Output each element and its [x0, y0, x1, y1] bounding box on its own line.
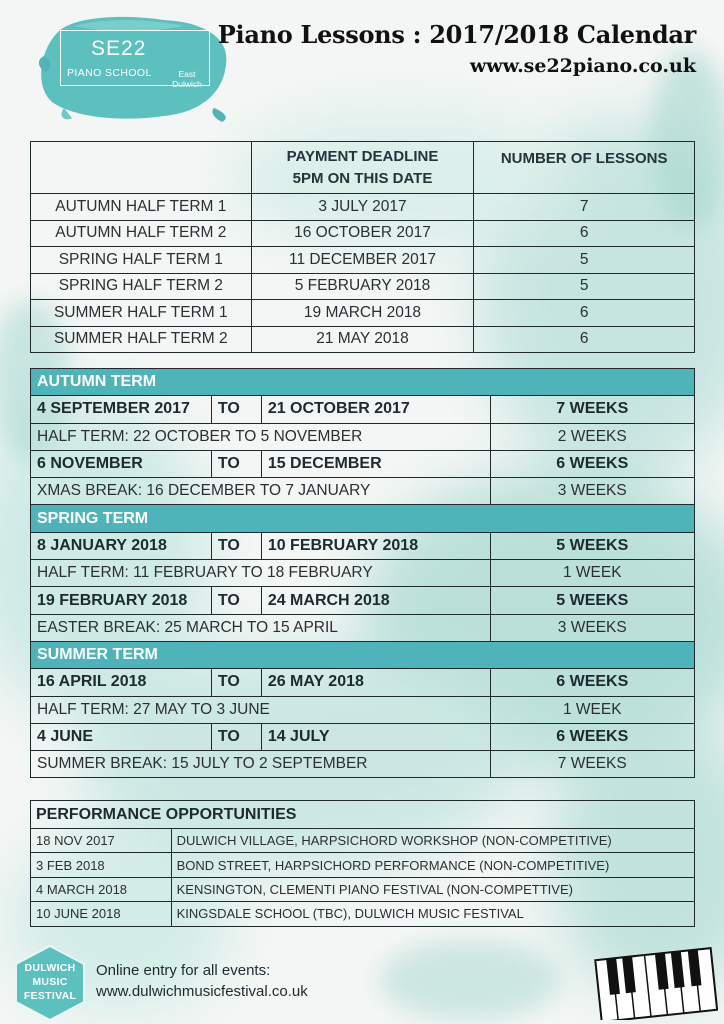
event-date: 18 NOV 2017 — [31, 829, 172, 853]
half-term-name: AUTUMN HALF TERM 2 — [31, 220, 252, 247]
break-weeks: 7 WEEKS — [490, 751, 694, 778]
festival-logo-line: MUSIC — [32, 976, 68, 988]
term-period-row — [31, 723, 695, 750]
period-end: 26 MAY 2018 — [261, 669, 490, 696]
period-end: 15 DECEMBER — [261, 450, 490, 477]
table-row — [31, 273, 695, 300]
event-date: 3 FEB 2018 — [31, 853, 172, 877]
table-row — [31, 194, 695, 221]
header-number-of-lessons: NUMBER OF LESSONS — [474, 142, 695, 194]
break-text: XMAS BREAK: 16 DECEMBER TO 7 JANUARY — [31, 478, 491, 505]
period-start: 19 FEBRUARY 2018 — [31, 587, 212, 614]
event-date: 4 MARCH 2018 — [31, 877, 172, 901]
logo-main-text: SE22 — [91, 37, 147, 60]
table-row — [31, 326, 695, 353]
half-term-name: SUMMER HALF TERM 2 — [31, 326, 252, 353]
lesson-count: 6 — [474, 300, 695, 327]
term-name: SPRING TERM — [31, 505, 695, 532]
period-weeks: 6 WEEKS — [490, 450, 694, 477]
payment-deadline: 21 MAY 2018 — [251, 326, 474, 353]
performance-header — [31, 801, 695, 829]
lesson-count: 6 — [474, 220, 695, 247]
table-row — [31, 829, 695, 853]
period-start: 4 JUNE — [31, 723, 212, 750]
payment-deadline: 16 OCTOBER 2017 — [251, 220, 474, 247]
header-cell-empty — [31, 142, 252, 194]
period-end: 21 OCTOBER 2017 — [261, 396, 490, 423]
logo-area-text: East Dulwich — [172, 69, 202, 89]
term-header-spring — [31, 505, 695, 532]
website-url[interactable]: www.se22piano.co.uk — [469, 55, 696, 77]
festival-website-link[interactable]: www.dulwichmusicfestival.co.uk — [96, 983, 308, 1000]
period-weeks: 5 WEEKS — [490, 587, 694, 614]
break-text: SUMMER BREAK: 15 JULY TO 2 SEPTEMBER — [31, 751, 491, 778]
half-term-name: SPRING HALF TERM 2 — [31, 273, 252, 300]
payment-deadline: 5 FEBRUARY 2018 — [251, 273, 474, 300]
period-weeks: 5 WEEKS — [490, 532, 694, 559]
payment-deadline: 19 MARCH 2018 — [251, 300, 474, 327]
online-entry-note — [96, 960, 308, 1002]
table-row — [31, 300, 695, 327]
period-start: 16 APRIL 2018 — [31, 669, 212, 696]
logo-sub-text: PIANO SCHOOL — [67, 67, 152, 79]
logo-text-box — [60, 30, 210, 89]
break-weeks: 3 WEEKS — [490, 614, 694, 641]
table-row — [31, 853, 695, 877]
half-term-name: AUTUMN HALF TERM 1 — [31, 194, 252, 221]
lesson-count: 5 — [474, 247, 695, 274]
term-period-row — [31, 532, 695, 559]
table-row — [31, 877, 695, 901]
table-row — [31, 902, 695, 926]
event-description: KINGSDALE SCHOOL (TBC), DULWICH MUSIC FESTIVAL — [171, 902, 694, 926]
period-to: TO — [211, 669, 261, 696]
festival-logo-line: DULWICH — [24, 962, 76, 974]
break-text: HALF TERM: 27 MAY TO 3 JUNE — [31, 696, 491, 723]
festival-logo-line: FESTIVAL — [23, 990, 77, 1002]
term-period-row — [31, 450, 695, 477]
break-weeks: 1 WEEK — [490, 696, 694, 723]
period-weeks: 7 WEEKS — [490, 396, 694, 423]
term-header-autumn — [31, 369, 695, 396]
period-start: 6 NOVEMBER — [31, 450, 212, 477]
period-to: TO — [211, 450, 261, 477]
term-break-row — [31, 423, 695, 450]
term-period-row — [31, 669, 695, 696]
performance-title: PERFORMANCE OPPORTUNITIES — [31, 801, 695, 829]
break-weeks: 2 WEEKS — [490, 423, 694, 450]
header-payment-deadline: PAYMENT DEADLINE 5PM ON THIS DATE — [251, 142, 474, 194]
online-entry-text: Online entry for all events: — [96, 962, 271, 979]
lesson-count: 5 — [474, 273, 695, 300]
term-break-row — [31, 560, 695, 587]
period-weeks: 6 WEEKS — [490, 723, 694, 750]
term-break-row — [31, 614, 695, 641]
period-start: 4 SEPTEMBER 2017 — [31, 396, 212, 423]
event-description: KENSINGTON, CLEMENTI PIANO FESTIVAL (NON-COMPETTIVE) — [171, 877, 694, 901]
half-term-name: SUMMER HALF TERM 1 — [31, 300, 252, 327]
period-to: TO — [211, 587, 261, 614]
term-period-row — [31, 587, 695, 614]
term-period-row — [31, 396, 695, 423]
break-text: HALF TERM: 11 FEBRUARY TO 18 FEBRUARY — [31, 560, 491, 587]
term-name: AUTUMN TERM — [31, 369, 695, 396]
period-end: 24 MARCH 2018 — [261, 587, 490, 614]
piano-keys-icon — [594, 946, 718, 1020]
dulwich-music-festival-logo — [14, 944, 86, 1022]
break-text: EASTER BREAK: 25 MARCH TO 15 APRIL — [31, 614, 491, 641]
period-to: TO — [211, 532, 261, 559]
payment-table-header — [31, 142, 695, 194]
event-date: 10 JUNE 2018 — [31, 902, 172, 926]
event-description: BOND STREET, HARPSICHORD PERFORMANCE (NON-COMPETITIVE) — [171, 853, 694, 877]
payment-deadline: 11 DECEMBER 2017 — [251, 247, 474, 274]
break-weeks: 1 WEEK — [490, 560, 694, 587]
period-end: 10 FEBRUARY 2018 — [261, 532, 490, 559]
half-term-name: SPRING HALF TERM 1 — [31, 247, 252, 274]
term-name: SUMMER TERM — [31, 641, 695, 668]
period-start: 8 JANUARY 2018 — [31, 532, 212, 559]
performance-opportunities-table — [30, 800, 695, 927]
term-dates-table — [30, 368, 695, 778]
period-weeks: 6 WEEKS — [490, 669, 694, 696]
page-title: Piano Lessons : 2017/2018 Calendar — [217, 20, 696, 49]
period-end: 14 JULY — [261, 723, 490, 750]
term-break-row — [31, 478, 695, 505]
table-row — [31, 220, 695, 247]
period-to: TO — [211, 723, 261, 750]
lesson-count: 7 — [474, 194, 695, 221]
period-to: TO — [211, 396, 261, 423]
event-description: DULWICH VILLAGE, HARPSICHORD WORKSHOP (NON-COMPETITIVE) — [171, 829, 694, 853]
break-weeks: 3 WEEKS — [490, 478, 694, 505]
table-row — [31, 247, 695, 274]
term-break-row — [31, 696, 695, 723]
se22-piano-school-logo — [34, 12, 234, 124]
term-break-row — [31, 751, 695, 778]
lesson-count: 6 — [474, 326, 695, 353]
payment-deadline: 3 JULY 2017 — [251, 194, 474, 221]
term-header-summer — [31, 641, 695, 668]
break-text: HALF TERM: 22 OCTOBER TO 5 NOVEMBER — [31, 423, 491, 450]
payment-deadline-table — [30, 141, 695, 353]
